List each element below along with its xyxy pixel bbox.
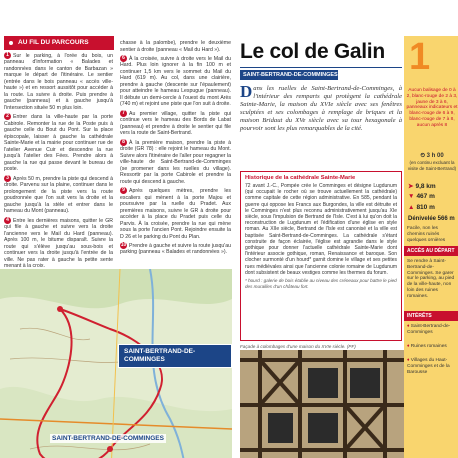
history-footnote: * hourd : galerie de bois établie au niveau des créneaux pour battre le pied des murailles d'un château fort. <box>245 278 397 289</box>
route-map <box>0 269 232 458</box>
interest-item-3: ♦ Villages du Haut-Comminges et de la Barousse <box>407 358 450 375</box>
elevation-down-stat: ▲ 810 m <box>408 204 435 211</box>
history-text: 72 avant J.-C., Pompée crée le Comminges et désigne Lugdunum (qui occupait le rocher où se trouve actuellement la cathédrale) comme capitale de cette région administrative. En 585, pendant la guerre qui oppose les Francs aux Burgondes, la ville est détruite et le Comminges n'est plus reconnu administrativement jusqu'au XIe siècle, sous l'impulsion de Bertrand de l'Isle. C'est à lui qu'on doit la reconstruction de Lugdunum et l'édification d'une église en style roman. Au XIIe siècle, Bertrand de l'Isle est canonisé et la ville est baptisée Saint-Bertrand-de-Comminges. La cathédrale s'étant construite de façon éclairée, l'église est agrandie dans le style gothique pour donner l'actuelle cathédrale Sainte-Marie dont l'intérieur associe gothique, roman, Renaissance et baroque. Son clocher surmonté d'un hourd* garnit domine le village et ses petites rues médiévales ainsi que l'ancienne colonie romaine de Lugdunum dont subsistent de beaux vestiges comme les thermes du forum. <box>245 183 397 276</box>
duration-info: ⏲ 3 h 00 (en continu excluant la visite de Saint-Bertrand) <box>407 153 457 171</box>
star-icon: ♦ <box>407 344 411 349</box>
main-article-column <box>236 36 404 458</box>
interest-item-1: ♦ Saint-Bertrand-de-Comminges <box>407 324 451 335</box>
history-title: Historique de la cathédrale Sainte-Marie <box>245 175 356 181</box>
direction-text: Au premier village, quitter la piste qui continue vers le hameau des Bords de Labat (panneau) et prendre à droite le sentier qui file vers la route de Saint-Bertrand. <box>120 110 231 137</box>
star-icon: ♦ <box>407 324 411 329</box>
route-directions-column <box>0 36 233 458</box>
direction-text: Entrer dans la ville-haute par la porte Cabirole. Remonter la rue de la Poste puis à gauche celle du Bout du Pont. Sur la place épiscopale, laisser à gauche la cathédrale Sainte-Marie et la mairie pour continuer rue de l'atelier Avenue Cuir et descendre la rue jusqu'à l'atelier des Fées. Prendre alors à gauche la rue qui passe devant le bureau de poste. <box>4 114 113 173</box>
history-box <box>240 171 402 341</box>
step-number-icon: 6 <box>120 55 127 62</box>
step-number-icon: 10 <box>120 242 127 248</box>
access-text: Se rendre à Saint-Bertrand-de-Comminges. Se garer sur le parking, au pied de la ville-haute, non loin des ruines romaines. <box>407 259 455 299</box>
interests-header: INTÉRÊTS <box>404 311 458 321</box>
duration-note: (en continu excluant la visite de Saint-Bertrand) <box>407 159 457 171</box>
step-number-icon: 4 <box>4 217 11 224</box>
direction-step <box>120 110 231 137</box>
photo-caption: Façade à colombages d'une maison du XVIe siècle. (PF) <box>240 344 356 349</box>
direction-step <box>4 175 113 215</box>
photo-illustration <box>240 350 406 458</box>
route-section-header: AU FIL DU PARCOURS <box>4 36 114 50</box>
direction-text: Prendre à gauche et suivre la route jusqu'au parking (panneau « Balades et randonnées »). <box>120 242 231 256</box>
title-rule <box>240 67 402 68</box>
page-subtitle: SAINT-BERTRAND-DE-COMMINGES <box>240 70 338 80</box>
map-town-label-2: SAINT-BERTRAND-DE-COMMINGES <box>52 435 164 442</box>
direction-step <box>120 187 231 240</box>
waymarking-info: Aucun balisage de 0 à 2, blanc-rouge de 2 à 3, jaune de 3 à 6, panneaux indicateurs et blanc-rouge de 6 à 9, blanc-rouge de 7 à 8, aucun après 8 <box>406 88 458 128</box>
direction-step <box>4 217 113 270</box>
direction-step <box>120 55 231 108</box>
direction-text: chasse à la palombe), prendre le deuxième sentier à droite (panneau « Mail du Hard »). <box>120 40 231 53</box>
direction-step <box>4 113 113 172</box>
interest-item-2: ♦ Ruines romaines <box>407 344 447 349</box>
route-bullet-icon <box>7 39 15 47</box>
directions-text-2 <box>120 40 231 258</box>
direction-text: Après quelques mètres, prendre les escaliers qui mènent à la porte Majou et poursuivre par la ruelle du Pradet. Aux premières maisons, suivre le GR à droite pour accéder à la place du Pradet puis celle du Parvis. À la croisée, prendre la rue qui mène sous la porte l'ancien Pont. Rejoindre ensuite la D 26 et le parking du Pont du Plan. <box>120 188 231 240</box>
direction-text: À la croisée, suivre à droite vers le Mail du Hard. Plus loin ignorer à la fin 100 m et continuer 1,5 km vers le sommet du Mail du Hard (619 m). Au col, dans une clairière, prendre à gauche (descente sur l'épaulement) pour atteindre le hameau Lespugue (panneau). Il débute un demi-cercle à l'ouest du mont Arès (740 m) et rejoint une piste que l'on suit à droite. <box>120 55 231 108</box>
direction-step <box>120 139 231 185</box>
access-header: ACCÈS AU DÉPART <box>404 246 458 256</box>
route-number: 1 <box>409 36 431 78</box>
intro-paragraph: Dans les ruelles de Saint-Bertrand-de-Comminges, à l'intérieur des remparts qui protègent la cathédrale Sainte-Marie, la maison du XVIe siècle avec ses fenêtres sculptées et ses colombages à remplage de briques et la maison Bridaut du XVe siècle avec sa tour hexagonale à pourvoir sont les plus remarquables de la cité. <box>240 82 402 132</box>
step-number-icon: 2 <box>4 113 11 120</box>
info-sidebar <box>404 36 458 458</box>
page-title: Le col de Galin <box>240 40 385 63</box>
step-number-icon: 7 <box>120 110 127 117</box>
elevation-up-stat: ▼ 467 m <box>408 193 435 200</box>
direction-step <box>120 242 231 256</box>
step-number-icon: 1 <box>4 52 11 59</box>
arrow-up-icon: ▲ <box>408 204 415 211</box>
directions-text-1 <box>4 52 113 281</box>
direction-text: Entre les dernières maisons, quitter le GR qui file à gauche et suivre vers la droite l'ancienne vers le Mail du Hard (panneau). Après 100 m, le bitume disparaît. Suivre la route qui s'élève jusqu'au sous-bois et continuer vers la droite jusqu'à l'entrée de la ville. Ne pas rater à gauche la petite sente menant à la croix. <box>4 217 113 269</box>
arrow-down-icon: ▼ <box>408 193 415 200</box>
direction-step <box>120 40 231 53</box>
clock-icon: ⏲ <box>420 153 427 159</box>
step-number-icon: 3 <box>4 175 11 182</box>
boot-icon: ➤ <box>408 183 414 190</box>
timber-house-photo <box>240 350 406 458</box>
map-town-label: SAINT-BERTRAND-DE-COMMINGES <box>118 344 232 368</box>
star-icon: ♦ <box>407 358 411 363</box>
step-number-icon: 9 <box>120 187 127 194</box>
difficulty-note: Facile, non les chemins ruinés quelques ornières <box>407 226 446 243</box>
direction-text: Après 50 m, prendre la piste qui descend à droite. Parvenu sur la plaine, continuer dans le prolongement de la piste vers la route goudronnée que l'on suit vers la droite et la gauche jusqu'à la stèle et entrer dans le hameau du Mont (panneau). <box>4 175 113 215</box>
direction-text: Sur le parking, à l'orée du bois, un panneau d'information « Balades et randonnées dans le canton de Barbazan » marque le départ de l'itinéraire. Le sentier (entrée dans le bois panneau « accès ville-haute ») et en ressort aussitôt pour accéder à la route. La suivre à droite. Puis prendre à gauche (panneau) et à gauche jusqu'à l'intersection située 50 m plus loin. <box>4 52 113 111</box>
drop-cap: D <box>240 82 253 101</box>
step-number-icon: 8 <box>120 139 127 146</box>
direction-text: À la première maison, prendre la piste à droite (GR 78) : elle rejoint le hameau du Mont. Suivre alors l'itinéraire de l'aller pour regagner la ville-haute de Saint-Bertrand-de-Comminges (se promener dans les ruelles du village). Ressortir par la porte Cabirole et prendre la route qui descend à gauche. <box>120 139 231 185</box>
distance-stat: ➤ 9,8 km <box>408 183 436 190</box>
direction-step <box>4 52 113 111</box>
denivele-stat: Dénivelée 566 m <box>408 216 455 222</box>
